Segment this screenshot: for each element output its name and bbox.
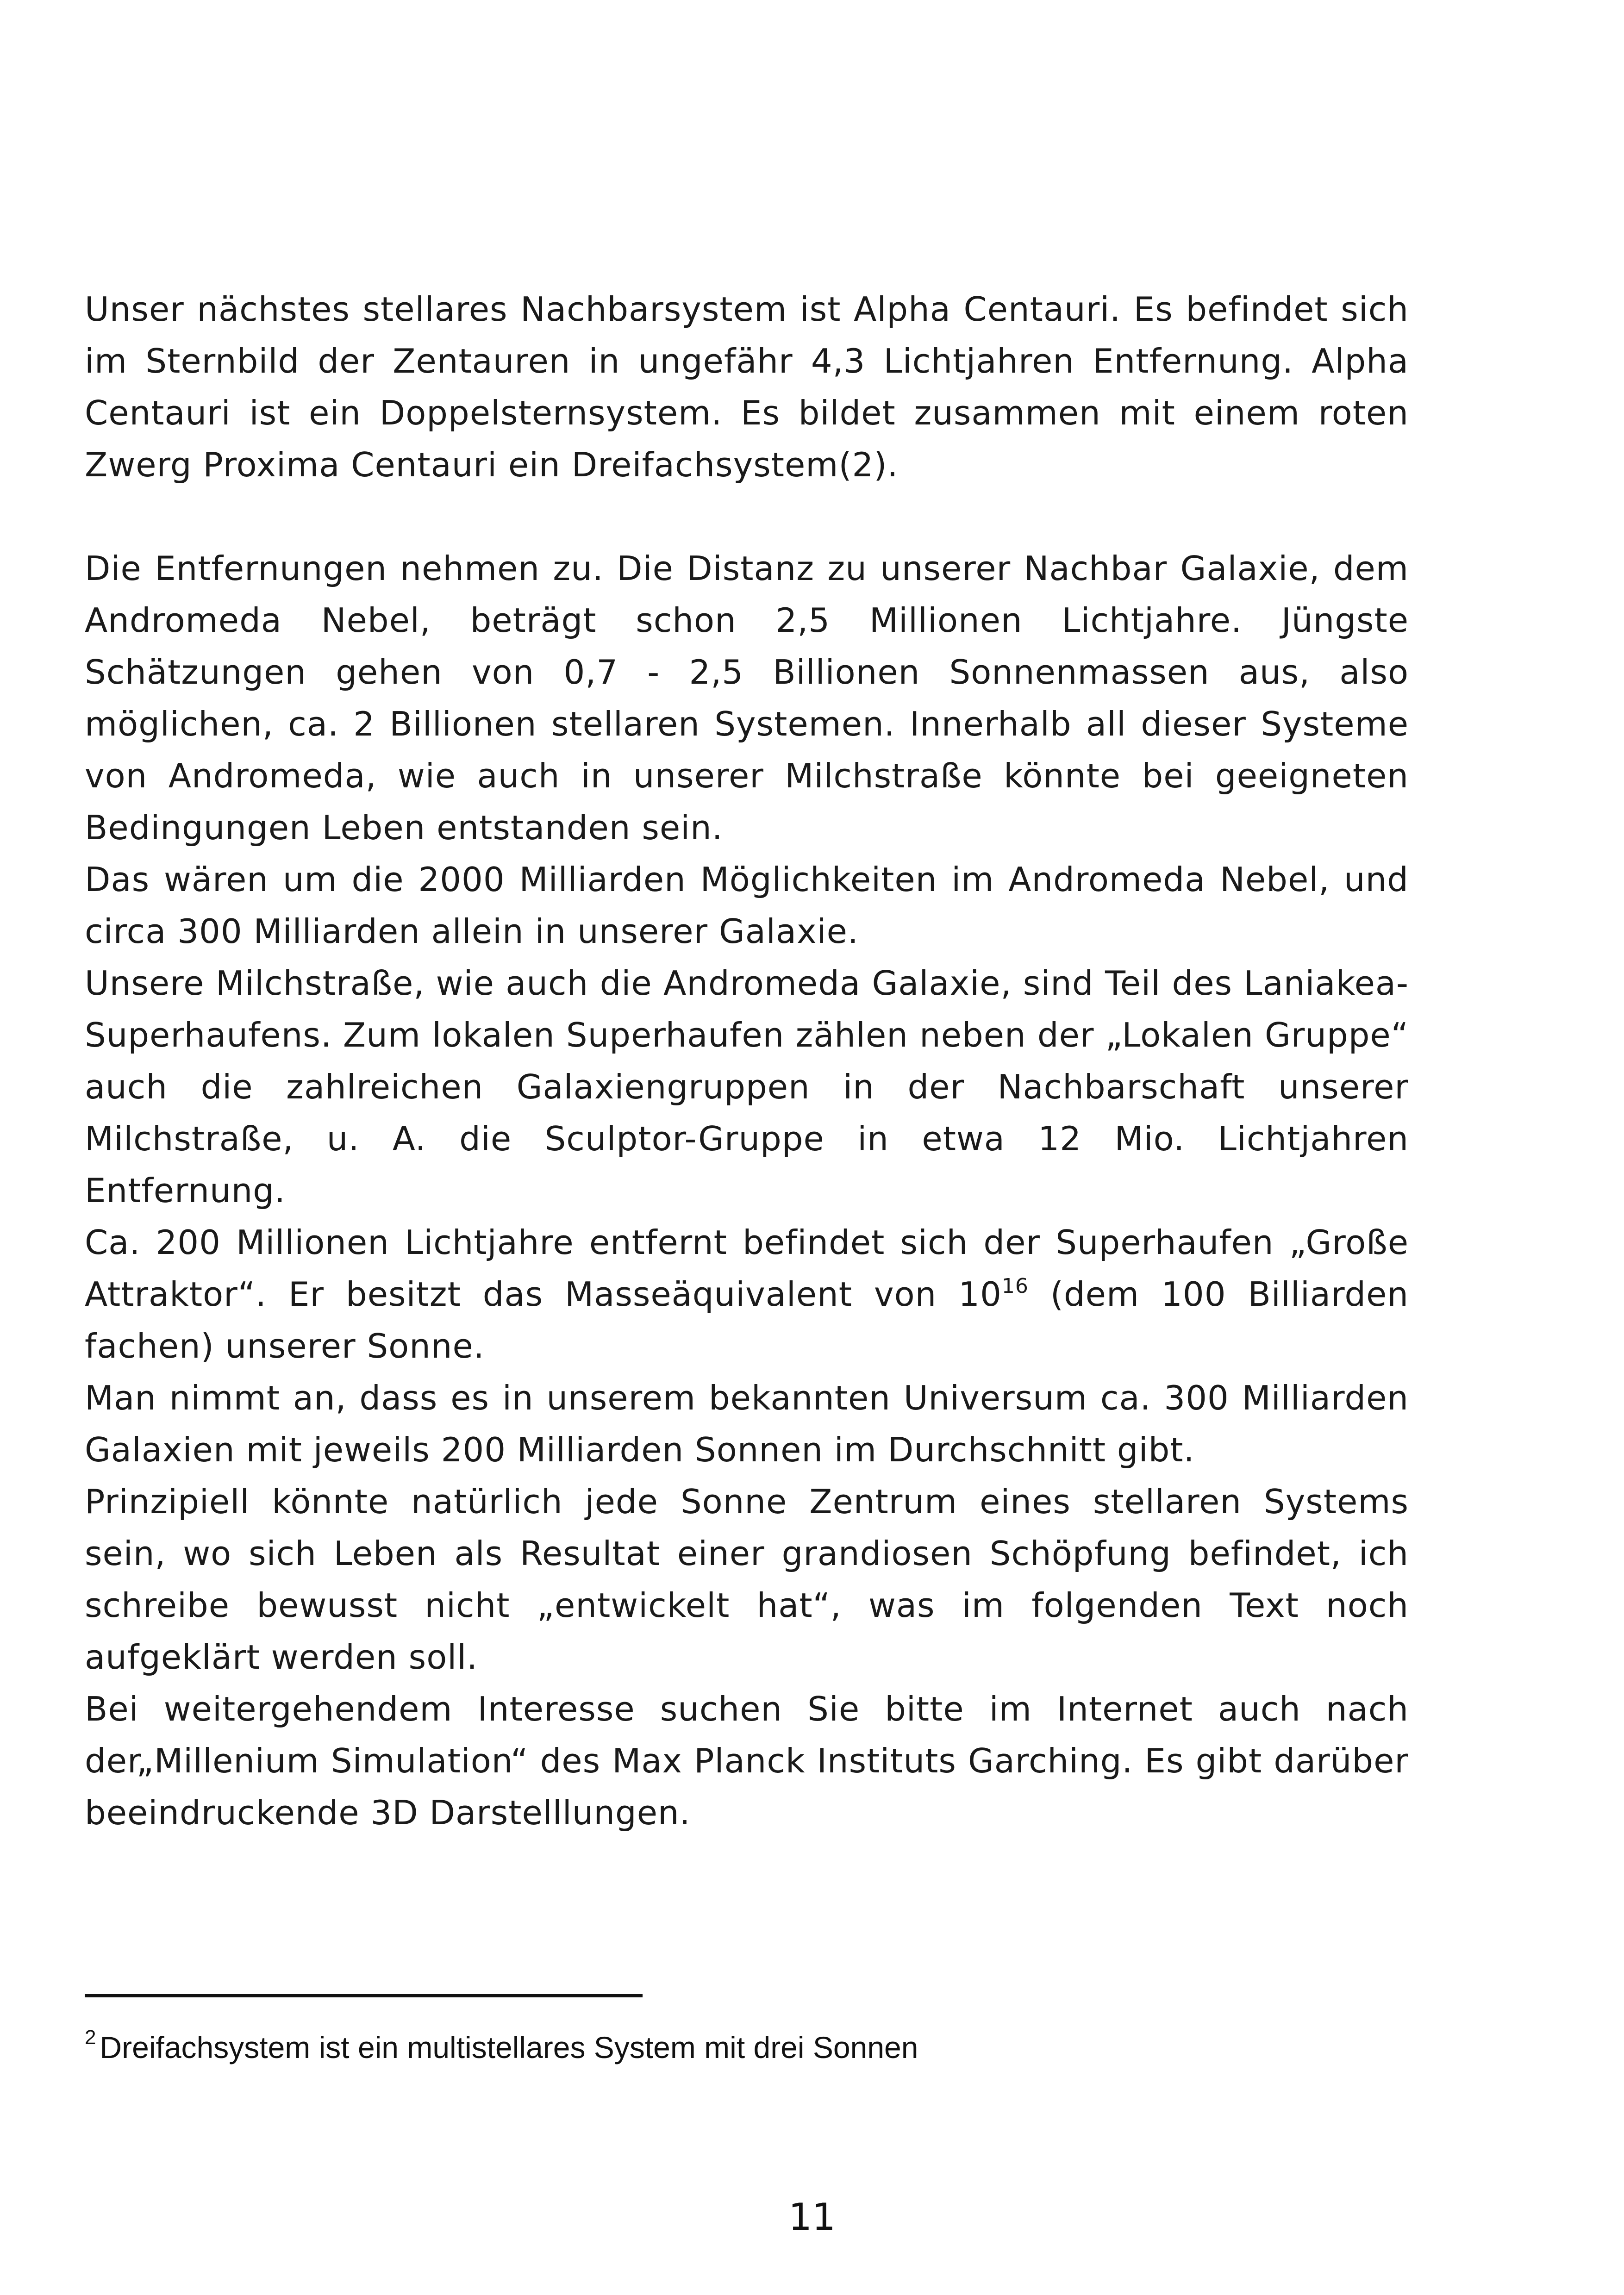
paragraph-universe-galaxies: Man nimmt an, dass es in unserem bekannten Universum ca. 300 Milliarden Galaxien mit jeweils 200 Milliarden Sonnen im Durchschnitt gibt. [85, 1378, 1409, 1469]
footnote-number: 2 [85, 2026, 96, 2049]
paragraph-great-attractor [85, 1216, 1409, 1372]
great-attractor-text-end: (dem 100 Billiarden fachen) unserer Sonne. [85, 1275, 1409, 1366]
exponent-superscript: 16 [1001, 1274, 1029, 1298]
paragraph-alpha-centauri: Unser nächstes stellares Nachbarsystem ist Alpha Centauri. Es befindet sich im Sternbild der Zentauren in ungefähr 4,3 Lichtjahren Entfernung. Alpha Centauri ist ein Doppelsternsystem. Es bildet zusammen mit einem roten Zwerg Proxima Centauri ein Dreifachsystem(2). [85, 290, 1409, 484]
paragraph-millenium-simulation: Bei weitergehendem Interesse suchen Sie bitte im Internet auch nach der„Millenium Simulation“ des Max Planck Instituts Garching. Es gibt darüber beeindruckende 3D Darstelllungen. [85, 1690, 1409, 1832]
paragraph-creation: Prinzipiell könnte natürlich jede Sonne Zentrum eines stellaren Systems sein, wo sich Leben als Resultat einer grandiosen Schöpfung befindet, ich schreibe bewusst nicht „entwickelt hat“, was im folgenden Text noch aufgeklärt werden soll. [85, 1482, 1409, 1677]
great-attractor-text: Ca. 200 Millionen Lichtjahre entfernt befindet sich der Superhaufen „Große Attraktor“. Er besitzt das Masseäquivalent von 10 [85, 1223, 1409, 1314]
paragraph-possibilities: Das wären um die 2000 Milliarden Möglichkeiten im Andromeda Nebel, und circa 300 Milliarden allein in unserer Galaxie. [85, 860, 1409, 951]
body-text [85, 283, 1409, 1839]
footnote [85, 2027, 1409, 2068]
paragraph-andromeda-distance: Die Entfernungen nehmen zu. Die Distanz zu unserer Nachbar Galaxie, dem Andromeda Nebel, beträgt schon 2,5 Millionen Lichtjahre. Jüngste Schätzungen gehen von 0,7 - 2,5 Billionen Sonnenmassen aus, also möglichen, ca. 2 Billionen stellaren Systemen. Innerhalb all dieser Systeme von Andromeda, wie auch in unserer Milchstraße könnte bei geeigneten Bedingungen Leben entstanden sein. [85, 549, 1409, 847]
paragraph-laniakea: Unsere Milchstraße, wie auch die Andromeda Galaxie, sind Teil des Laniakea-Superhaufens. Zum lokalen Superhaufen zählen neben der „Lokalen Gruppe“ auch die zahlreichen Galaxiengruppen in der Nachbarschaft unserer Milchstraße, u. A. die Sculptor-Gruppe in etwa 12 Mio. Lichtjahren Entfernung. [85, 964, 1409, 1210]
page-number: 11 [788, 2195, 836, 2239]
footnote-text: Dreifachsystem ist ein multistellares System mit drei Sonnen [100, 2030, 918, 2064]
footnote-divider [85, 1994, 643, 1997]
